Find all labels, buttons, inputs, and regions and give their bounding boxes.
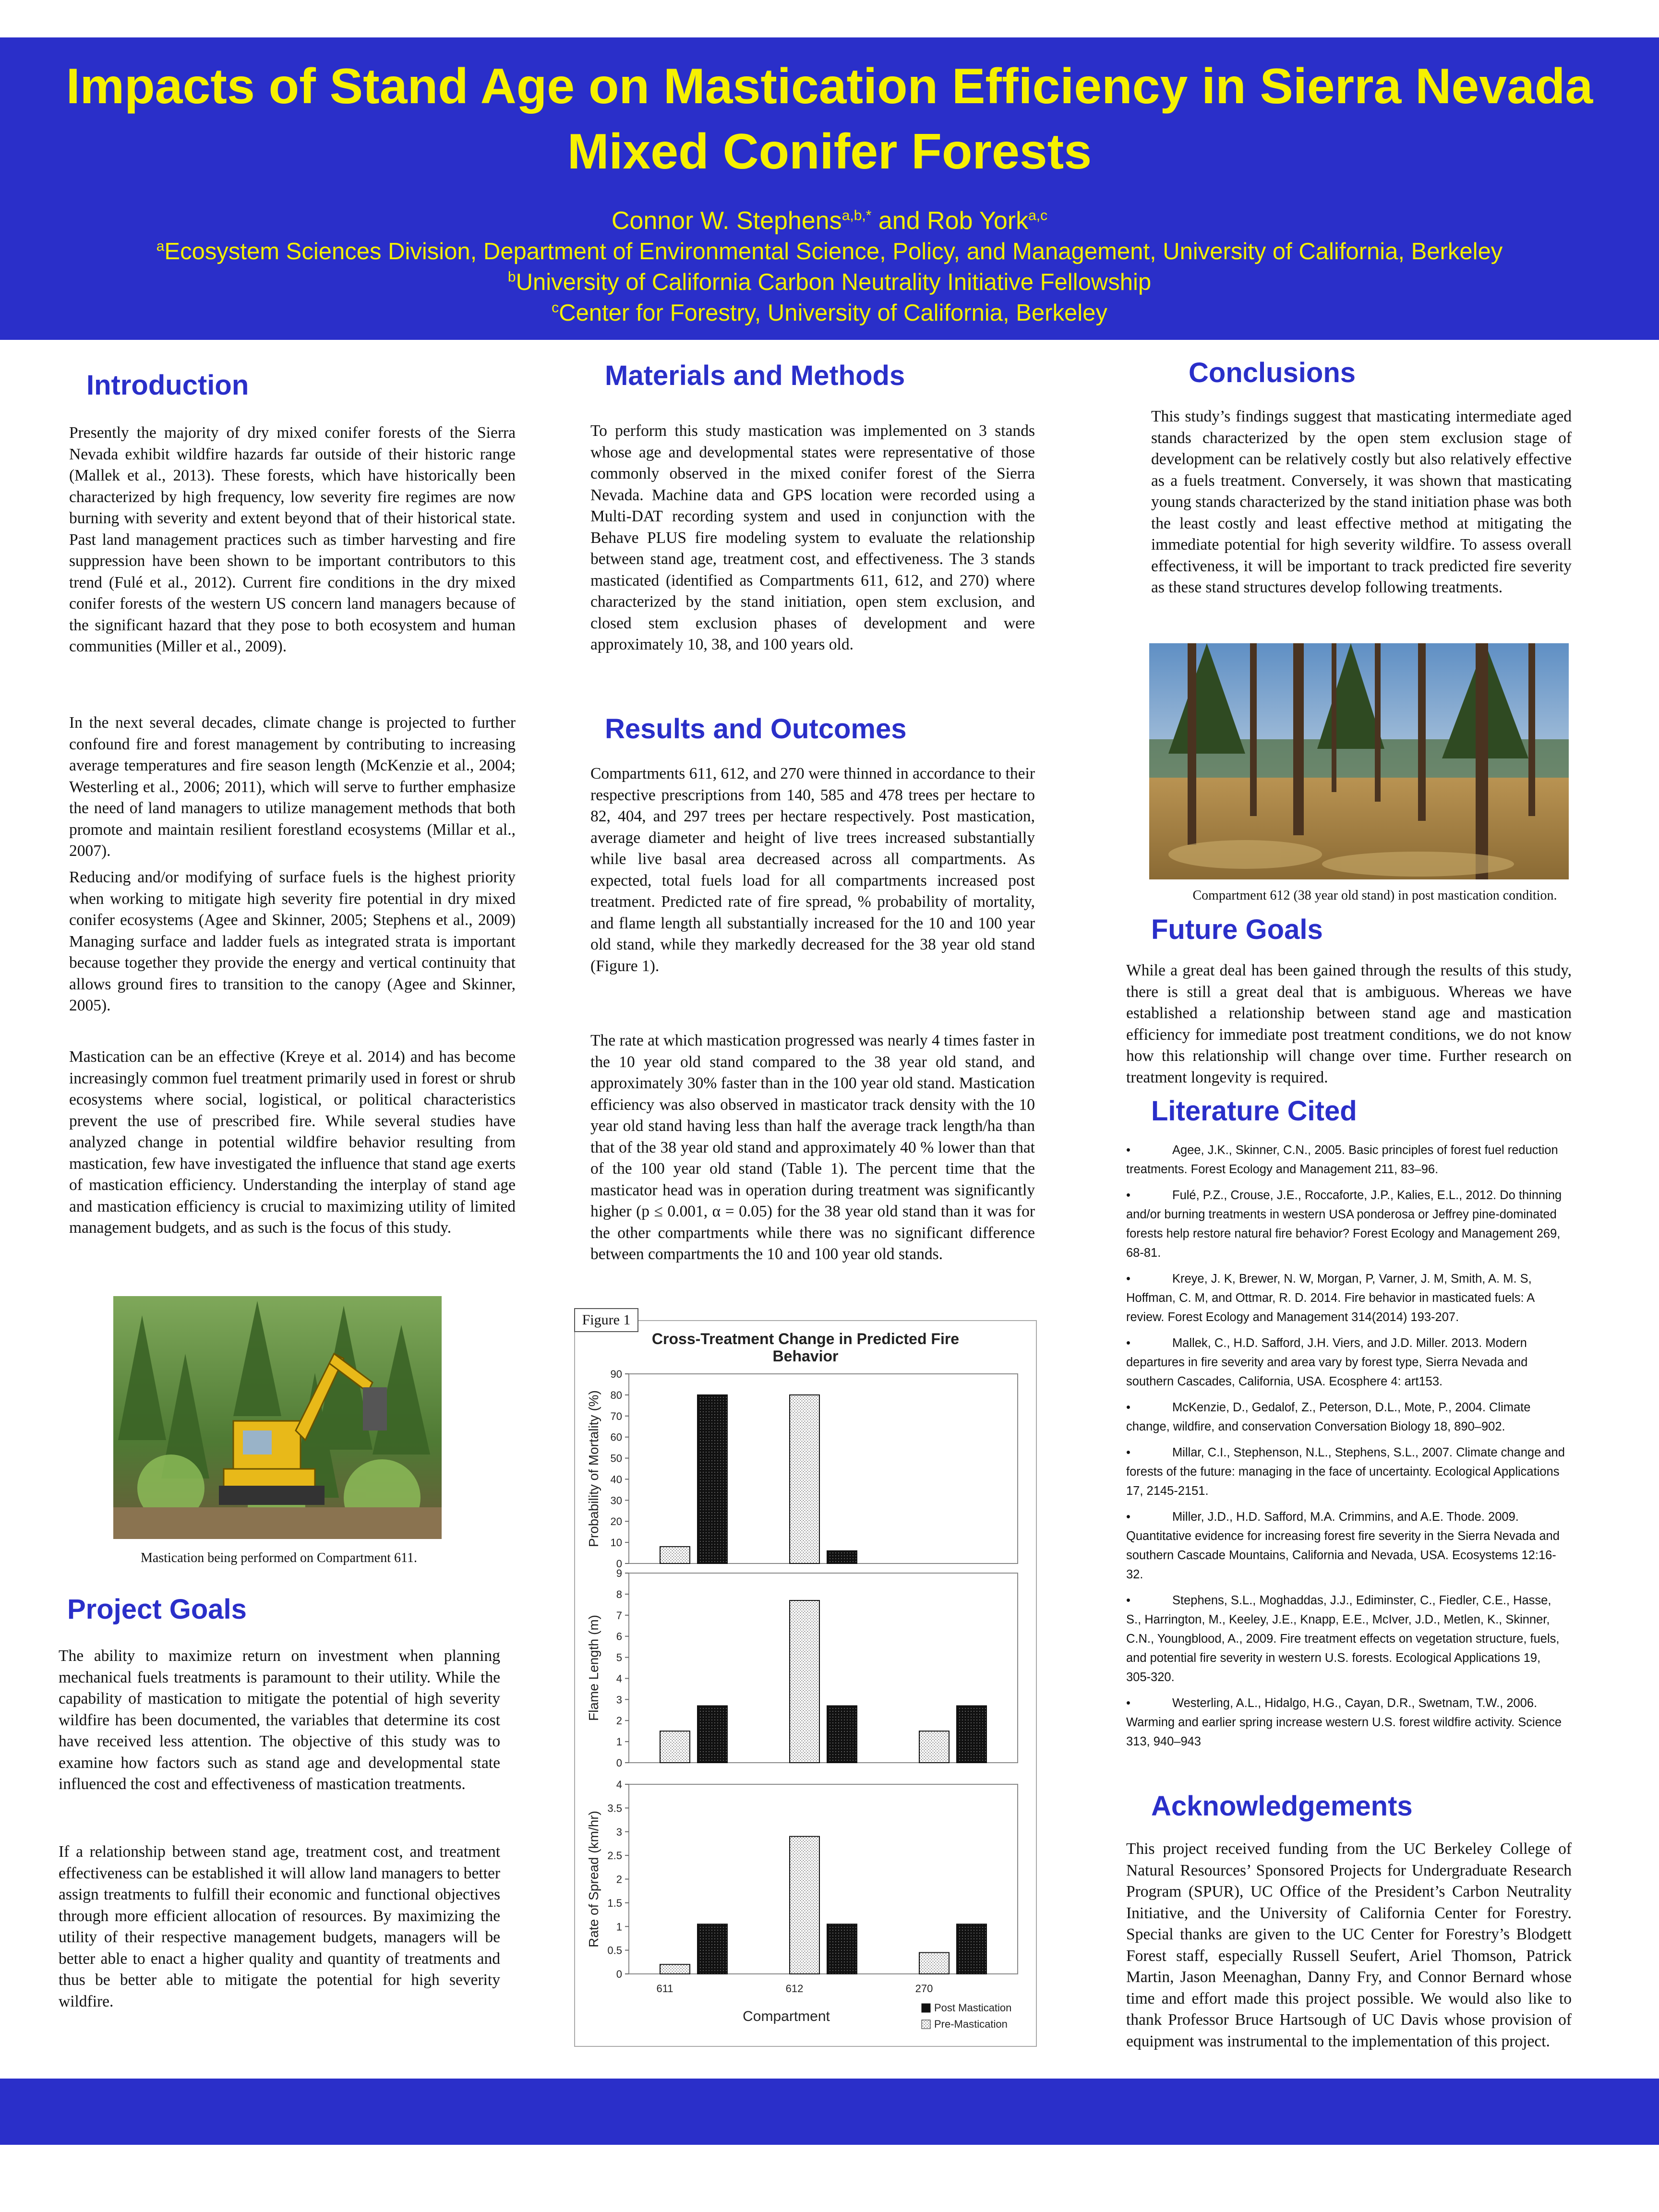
- author-2: and Rob York: [871, 207, 1029, 235]
- y-tick-label: 3: [616, 1694, 622, 1706]
- forest-caption: Compartment 612 (38 year old stand) in post mastication condition.: [1192, 888, 1557, 903]
- methods-heading: Materials and Methods: [605, 360, 905, 391]
- literature-item: [1126, 1186, 1568, 1262]
- bar-pre-mastication: [790, 1395, 819, 1563]
- literature-text: Stephens, S.L., Moghaddas, J.J., Ediminster, C., Fiedler, C.E., Hasse, S., Harrington, M., Keeley, J.E., Knapp, E.E., McIver, J.D., Metlen, K., Skinner, C.N., Youngblood, A., 2009. Fire treatment effects on vegetation structure, fuels, and potential fire severity in western U.S. forests. Ecological Applications 19, 305-320.: [1126, 1594, 1560, 1684]
- bullet: •: [1126, 1446, 1130, 1459]
- acknowledgements-heading: Acknowledgements: [1151, 1791, 1413, 1822]
- y-tick-label: 60: [610, 1431, 622, 1443]
- x-tick-label: 270: [915, 1983, 933, 1995]
- literature-text: Mallek, C., H.D. Safford, J.H. Viers, and J.D. Miller. 2013. Modern departures in fire severity and area vary by forest type, Sierra Nevada and southern Cascades, California, USA. Ecosphere 4: art153.: [1126, 1336, 1528, 1388]
- bar-post-mastication: [697, 1924, 727, 1974]
- y-tick-label: 10: [610, 1537, 622, 1549]
- x-tick-label: 611: [656, 1983, 673, 1995]
- author-1: Connor W. Stephens: [611, 207, 842, 235]
- forest-photo: [1149, 643, 1569, 879]
- literature-text: Agee, J.K., Skinner, C.N., 2005. Basic principles of forest fuel reduction treatments. Forest Ecology and Management 211, 83–96.: [1126, 1143, 1558, 1176]
- literature-item: [1126, 1334, 1568, 1391]
- bar-post-mastication: [827, 1706, 857, 1763]
- literature-item: [1126, 1694, 1568, 1751]
- poster-title: [29, 54, 1630, 184]
- project-goals-heading: Project Goals: [67, 1594, 247, 1625]
- literature-heading: Literature Cited: [1151, 1095, 1357, 1127]
- y-axis-label: Probability of Mortality (%): [586, 1390, 601, 1547]
- footer-banner: [0, 2079, 1659, 2145]
- results-paragraph-1: Compartments 611, 612, and 270 were thinned in accordance to their respective prescriptions from 140, 585 and 478 trees per hectare to 82, 404, and 297 trees per hectare respectively. Post mastication, average diameter and height of live trees increased substantially while live basal area decreased across all compartments. As expected, total fuels load for all compartments increased post treatment. Predicted rate of fire spread, % probability of mortality, and flame length all substantially increased for the 10 and 100 year old stand, while they markedly decreased for the 38 year old stand (Figure 1).: [590, 765, 1035, 975]
- literature-text: Millar, C.I., Stephenson, N.L., Stephens, S.L., 2007. Climate change and forests of the future: managing in the face of uncertainty. Ecological Applications 17, 2145-2151.: [1126, 1446, 1565, 1498]
- y-tick-label: 0: [616, 1558, 622, 1570]
- y-tick-label: 50: [610, 1452, 622, 1465]
- authors: [0, 205, 1659, 236]
- bullet: •: [1126, 1594, 1130, 1607]
- bullet: •: [1126, 1401, 1130, 1414]
- y-tick-label: 6: [616, 1630, 622, 1643]
- y-tick-label: 3: [616, 1826, 622, 1838]
- future-goals-heading: Future Goals: [1151, 914, 1323, 945]
- y-tick-label: 20: [610, 1515, 622, 1528]
- y-tick-label: 2: [616, 1873, 622, 1886]
- chart-title-line-1: Cross-Treatment Change in Predicted Fire: [651, 1330, 960, 1347]
- bullet: •: [1126, 1336, 1130, 1350]
- y-tick-label: 8: [616, 1588, 622, 1600]
- legend-swatch-pre: [922, 2020, 930, 2029]
- legend-label-pre: Pre-Mastication: [934, 2018, 1008, 2030]
- literature-item: [1126, 1141, 1568, 1179]
- affiliation-c: $^c$Center for Forestry, University of California, Berkeley: [552, 300, 1107, 326]
- y-tick-label: 90: [610, 1368, 622, 1380]
- bar-pre-mastication: [660, 1547, 690, 1563]
- introduction-heading: Introduction: [86, 370, 249, 401]
- methods-paragraph: To perform this study mastication was implemented on 3 stands whose age and developmental states were representative of those commonly observed in the mixed conifer forest of the Sierra Nevada. Machine data and GPS location were recorded using a Multi-DAT recording system and used in conjunction with the Behave PLUS fire modeling system to evaluate the relationship between stand age, treatment cost, and effectiveness. The 3 stands masticated (identified as Compartments 611, 612, and 270) where characterized by the stand initiation, open stem exclusion, and closed stem exclusion phases of development and were approximately 10, 38, and 100 years old.: [590, 422, 1035, 653]
- legend-swatch-post: [922, 2004, 930, 2012]
- bullet: •: [1126, 1696, 1130, 1710]
- y-tick-label: 3.5: [607, 1802, 622, 1815]
- results-paragraph-2: The rate at which mastication progressed was nearly 4 times faster in the 10 year old stand compared to the 38 year old stand, and approximately 30% faster than in the 100 year old stand. Mastication efficiency was also observed in masticator track density with the 10 year old stand having less than half the average track length/ha than that of the 38 year old stand and approximately 40 % lower than that of the 100 year old stand (Table 1). The percent time that the masticator head was in operation during treatment was significantly higher (p ≤ 0.001, α = 0.05) for the 38 year old stand than it was for the other compartments while there was no significant difference between compartments the 10 and 100 year old stands.: [590, 1032, 1035, 1263]
- literature-item: [1126, 1443, 1568, 1501]
- bar-post-mastication: [827, 1924, 857, 1974]
- bar-post-mastication: [827, 1551, 857, 1563]
- bar-post-mastication: [697, 1706, 727, 1763]
- y-tick-label: 5: [616, 1651, 622, 1664]
- y-tick-label: 80: [610, 1389, 622, 1401]
- y-tick-label: 2.5: [607, 1850, 622, 1862]
- literature-text: Fulé, P.Z., Crouse, J.E., Roccaforte, J.P., Kalies, E.L., 2012. Do thinning and/or burning treatments in western USA ponderosa or Jeffrey pine-dominated forests help restore natural fire behavior? Forest Ecology and Management 269, 68-81.: [1126, 1189, 1562, 1260]
- future-goals-paragraph: While a great deal has been gained through the results of this study, there is still a great deal that is ambiguous. Whereas we have established a relationship between stand age and mastication efficiency for immediate post treatment conditions, we do not know how this relationship will change over time. Further research on treatment longevity is required.: [1126, 962, 1572, 1086]
- title-line-1: Impacts of Stand Age on Mastication Efficiency in Sierra Nevada: [66, 59, 1593, 114]
- figure-1-label: Figure 1: [574, 1308, 638, 1332]
- bar-post-mastication: [957, 1924, 986, 1974]
- bar-pre-mastication: [919, 1731, 949, 1763]
- acknowledgements-paragraph: This project received funding from the UC Berkeley College of Natural Resources’ Sponsored Projects for Undergraduate Research Program (SPUR), UC Office of the President’s Carbon Neutrality Initiative, and the University of California Center for Forestry. Special thanks are given to the UC Center for Forestry’s Blodgett Forest staff, especially Russell Seufert, Ariel Thomson, Patrick Martin, Jason Meenaghan, Danny Fry, and Connor Bernard whose time and effort made this project possible. We would also like to thank Professor Bruce Hartsough of UC Davis whose provision of equipment was instrumental to the implementation of this project.: [1126, 1840, 1572, 2050]
- literature-list: [1126, 1141, 1568, 1758]
- compartment-612-forest-image: [1149, 643, 1569, 879]
- y-tick-label: 0: [616, 1757, 622, 1769]
- literature-text: McKenzie, D., Gedalof, Z., Peterson, D.L., Mote, P., 2004. Climate change, wildfire, and conservation Conversation Biology 18, 890–902.: [1126, 1401, 1531, 1433]
- y-tick-label: 2: [616, 1715, 622, 1727]
- y-tick-label: 30: [610, 1494, 622, 1507]
- intro-paragraph-4: Mastication can be an effective (Kreye et al. 2014) and has become increasingly common fuel treatment primarily used in forest or shrub ecosystems where social, logistical, or political characteristics prevent the use of prescribed fire. While several studies have analyzed change in potential wildfire behavior resulting from mastication, few have investigated the influence that stand age exerts of mastication efficiency. Understanding the interplay of stand age and mastication efficiency is crucial to maximizing utility of limited management budgets, and as such is the focus of this study.: [69, 1048, 516, 1237]
- intro-paragraph-1: Presently the majority of dry mixed conifer forests of the Sierra Nevada exhibit wildfire hazards far outside of their historic range (Mallek et al., 2013). These forests, which have historically been characterized by high frequency, low severity fire regimes are now burning with severity and extent beyond that of their historical state. Past land management practices such as timber harvesting and fire suppression have been shown to be important contributors to this trend (Fulé et al., 2012). Current fire conditions in the dry mixed conifer forests of the western US concern land managers because of the significant hazard that they pose to both ecosystem and human communities (Miller et al., 2009).: [69, 424, 516, 655]
- y-axis-label: Rate of Spread (km/hr): [586, 1811, 601, 1948]
- literature-item: [1126, 1398, 1568, 1436]
- bar-post-mastication: [957, 1706, 986, 1763]
- author-1-sup: a,b,*: [842, 207, 872, 224]
- y-tick-label: 0.5: [607, 1944, 622, 1957]
- intro-paragraph-2: In the next several decades, climate change is projected to further confound fire and forest management by contributing to increasing average temperatures and fire season length (McKenzie et al., 2004; Westerling et al., 2006; 2011), which will serve to further emphasize the need of land managers to utilize management methods that both promote and maintain resilient forestland ecosystems (Millar et al., 2007).: [69, 714, 516, 860]
- results-heading: Results and Outcomes: [605, 713, 907, 745]
- y-tick-label: 40: [610, 1473, 622, 1486]
- goals-paragraph-2: If a relationship between stand age, treatment cost, and treatment effectiveness can be established it will allow land managers to better assign treatments to fulfill their economic and functional objectives through more efficient allocation of resources. By maximizing the utility of their respective management budgets, managers will be better able to enact a higher quality and quantity of treatments and thus be better able to mitigate the potential for high severity wildfire.: [59, 1843, 500, 2010]
- y-tick-label: 4: [616, 1672, 622, 1685]
- y-tick-label: 7: [616, 1609, 622, 1622]
- intro-paragraph-3: Reducing and/or modifying of surface fuels is the highest priority when working to mitigate high severity fire potential in dry mixed conifer ecosystems (Agee and Skinner, 2005; Stephens et al., 2009) Managing surface and ladder fuels as integrated strata is important because together they provide the energy and vertical continuity that allows ground fires to transition to the canopy (Agee and Skinner, 2005).: [69, 868, 516, 1014]
- literature-text: Westerling, A.L., Hidalgo, H.G., Cayan, D.R., Swetnam, T.W., 2006. Warming and earlier spring increase western U.S. forest wildfire activity. Science 313, 940–943: [1126, 1696, 1562, 1748]
- bar-pre-mastication: [660, 1731, 690, 1763]
- literature-text: Miller, J.D., H.D. Safford, M.A. Crimmins, and A.E. Thode. 2009. Quantitative evidence for increasing forest fire severity in the Sierra Nevada and southern Cascade Mountains, California and Nevada, USA. Ecosystems 12:16-32.: [1126, 1510, 1560, 1581]
- affiliation-b: $^b$University of California Carbon Neutrality Initiative Fellowship: [507, 269, 1152, 295]
- bullet: •: [1126, 1189, 1130, 1202]
- bar-pre-mastication: [790, 1837, 819, 1974]
- bullet: •: [1126, 1272, 1130, 1286]
- bullet: •: [1126, 1510, 1130, 1524]
- author-2-sup: a,c: [1028, 207, 1048, 224]
- y-tick-label: 4: [616, 1779, 622, 1791]
- y-tick-label: 70: [610, 1410, 622, 1422]
- panel-frame: [629, 1374, 1018, 1563]
- figure-1-box: [574, 1320, 1037, 2047]
- y-tick-label: 1.5: [607, 1897, 622, 1909]
- excavator-photo: [113, 1296, 442, 1539]
- literature-item: [1126, 1269, 1568, 1327]
- y-axis-label: Flame Length (m): [586, 1615, 601, 1721]
- y-tick-label: 9: [616, 1567, 622, 1579]
- affiliation-a: $^a$Ecosystem Sciences Division, Department of Environmental Science, Policy, and Management, University of California, Berkeley: [156, 238, 1503, 264]
- fire-behavior-chart: [575, 1321, 1036, 2046]
- conclusions-paragraph: This study’s findings suggest that masticating intermediate aged stands characterized by the open stem exclusion stage of development can be relatively costly but also relatively effective as a fuels treatment. Conversely, it was shown that masticating young stands characterized by the stand initiation phase was both the least costly and least effective method at mitigating the immediate potential for high severity wildfire. To assess overall effectiveness, it will be important to track predicted fire severity as these stand structures develop following treatments.: [1151, 408, 1572, 596]
- literature-item: [1126, 1591, 1568, 1687]
- excavator-caption: Mastication being performed on Compartment 611.: [141, 1551, 417, 1565]
- bullet: •: [1126, 1143, 1130, 1157]
- y-tick-label: 0: [616, 1968, 622, 1980]
- chart-title-line-2: Behavior: [772, 1347, 839, 1365]
- y-tick-label: 1: [616, 1736, 622, 1748]
- bar-pre-mastication: [919, 1953, 949, 1974]
- conclusions-heading: Conclusions: [1189, 357, 1356, 388]
- bar-pre-mastication: [660, 1964, 690, 1974]
- legend-label-post: Post Mastication: [934, 2002, 1012, 2014]
- masticator-excavator-image: [113, 1296, 442, 1539]
- literature-item: [1126, 1507, 1568, 1584]
- x-axis-label: Compartment: [743, 2008, 830, 2024]
- x-tick-label: 612: [785, 1983, 804, 1995]
- title-line-2: Mixed Conifer Forests: [567, 124, 1092, 180]
- bar-post-mastication: [697, 1395, 727, 1563]
- goals-paragraph-1: The ability to maximize return on investment when planning mechanical fuels treatments is paramount to their utility. While the capability of mastication to mitigate the potential of high severity wildfire has been documented, the variables that determine its cost have received less attention. The objective of this study was to examine how factors such as stand age and developmental state influenced the cost and effectiveness of mastication treatments.: [59, 1647, 500, 1793]
- y-tick-label: 1: [616, 1921, 622, 1933]
- bar-pre-mastication: [790, 1600, 819, 1763]
- literature-text: Kreye, J. K, Brewer, N. W, Morgan, P, Varner, J. M, Smith, A. M. S, Hoffman, C. M, and Ottmar, R. D. 2014. Fire behavior in masticated fuels: A review. Forest Ecology and Management 314(2014) 193-207.: [1126, 1272, 1534, 1324]
